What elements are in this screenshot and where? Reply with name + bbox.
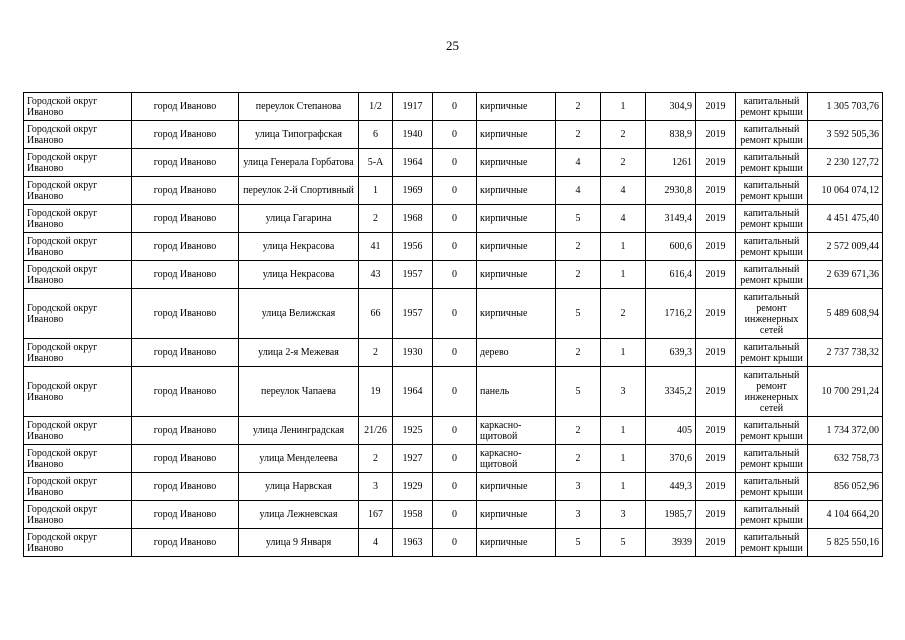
area-cell: 370,6 (646, 445, 696, 473)
floors-cell: 3 (556, 473, 601, 501)
street-cell: переулок Чапаева (239, 367, 359, 417)
district-cell: Городской округ Иваново (24, 473, 132, 501)
district-cell: Городской округ Иваново (24, 205, 132, 233)
floors-cell: 5 (556, 205, 601, 233)
work-type-cell: капитальный ремонт крыши (736, 261, 808, 289)
work-type-cell: капитальный ремонт крыши (736, 501, 808, 529)
table-row (24, 205, 883, 233)
work-type-cell: капитальный ремонт крыши (736, 177, 808, 205)
work-type-cell: капитальный ремонт крыши (736, 473, 808, 501)
work-type-cell: капитальный ремонт крыши (736, 417, 808, 445)
build-year-cell: 1930 (393, 339, 433, 367)
street-cell: улица 2-я Межевая (239, 339, 359, 367)
street-cell: улица Менделеева (239, 445, 359, 473)
plan-year-cell: 2019 (696, 339, 736, 367)
street-cell: улица Велижская (239, 289, 359, 339)
area-cell: 3345,2 (646, 367, 696, 417)
area-cell: 616,4 (646, 261, 696, 289)
table-row (24, 367, 883, 417)
district-cell: Городской округ Иваново (24, 445, 132, 473)
wall-material-cell: кирпичные (477, 289, 556, 339)
zero-cell: 0 (433, 205, 477, 233)
table-row (24, 339, 883, 367)
house-number-cell: 21/26 (359, 417, 393, 445)
street-cell: улица 9 Января (239, 529, 359, 557)
city-cell: город Иваново (132, 529, 239, 557)
wall-material-cell: кирпичные (477, 501, 556, 529)
city-cell: город Иваново (132, 261, 239, 289)
house-number-cell: 6 (359, 121, 393, 149)
district-cell: Городской округ Иваново (24, 177, 132, 205)
work-type-cell: капитальный ремонт крыши (736, 445, 808, 473)
area-cell: 838,9 (646, 121, 696, 149)
work-type-cell: капитальный ремонт крыши (736, 339, 808, 367)
work-type-cell: капитальный ремонт инженерных сетей (736, 367, 808, 417)
area-cell: 405 (646, 417, 696, 445)
plan-year-cell: 2019 (696, 529, 736, 557)
floors-cell: 2 (556, 339, 601, 367)
zero-cell: 0 (433, 149, 477, 177)
house-number-cell: 2 (359, 445, 393, 473)
cost-cell: 5 825 550,16 (808, 529, 883, 557)
work-type-cell: капитальный ремонт крыши (736, 233, 808, 261)
entrances-cell: 1 (601, 473, 646, 501)
build-year-cell: 1968 (393, 205, 433, 233)
entrances-cell: 1 (601, 339, 646, 367)
street-cell: улица Генерала Горбатова (239, 149, 359, 177)
zero-cell: 0 (433, 289, 477, 339)
city-cell: город Иваново (132, 501, 239, 529)
city-cell: город Иваново (132, 445, 239, 473)
work-type-cell: капитальный ремонт инженерных сетей (736, 289, 808, 339)
street-cell: улица Некрасова (239, 261, 359, 289)
cost-cell: 2 572 009,44 (808, 233, 883, 261)
wall-material-cell: каркасно-щитовой (477, 417, 556, 445)
wall-material-cell: кирпичные (477, 93, 556, 121)
street-cell: переулок 2-й Спортивный (239, 177, 359, 205)
entrances-cell: 4 (601, 205, 646, 233)
area-cell: 1716,2 (646, 289, 696, 339)
street-cell: улица Ленинградская (239, 417, 359, 445)
district-cell: Городской округ Иваново (24, 121, 132, 149)
house-number-cell: 2 (359, 339, 393, 367)
street-cell: улица Гагарина (239, 205, 359, 233)
house-number-cell: 167 (359, 501, 393, 529)
wall-material-cell: кирпичные (477, 149, 556, 177)
entrances-cell: 1 (601, 261, 646, 289)
wall-material-cell: кирпичные (477, 473, 556, 501)
house-number-cell: 1 (359, 177, 393, 205)
district-cell: Городской округ Иваново (24, 233, 132, 261)
street-cell: улица Нарвская (239, 473, 359, 501)
cost-cell: 4 104 664,20 (808, 501, 883, 529)
zero-cell: 0 (433, 93, 477, 121)
cost-cell: 3 592 505,36 (808, 121, 883, 149)
work-type-cell: капитальный ремонт крыши (736, 149, 808, 177)
zero-cell: 0 (433, 261, 477, 289)
floors-cell: 2 (556, 93, 601, 121)
work-type-cell: капитальный ремонт крыши (736, 121, 808, 149)
area-cell: 1985,7 (646, 501, 696, 529)
entrances-cell: 2 (601, 289, 646, 339)
zero-cell: 0 (433, 417, 477, 445)
house-number-cell: 3 (359, 473, 393, 501)
build-year-cell: 1958 (393, 501, 433, 529)
city-cell: город Иваново (132, 205, 239, 233)
build-year-cell: 1969 (393, 177, 433, 205)
district-cell: Городской округ Иваново (24, 417, 132, 445)
build-year-cell: 1957 (393, 289, 433, 339)
cost-cell: 632 758,73 (808, 445, 883, 473)
district-cell: Городской округ Иваново (24, 529, 132, 557)
cost-cell: 10 700 291,24 (808, 367, 883, 417)
build-year-cell: 1940 (393, 121, 433, 149)
plan-year-cell: 2019 (696, 149, 736, 177)
area-cell: 1261 (646, 149, 696, 177)
city-cell: город Иваново (132, 367, 239, 417)
area-cell: 3149,4 (646, 205, 696, 233)
floors-cell: 4 (556, 149, 601, 177)
cost-cell: 1 734 372,00 (808, 417, 883, 445)
table-row (24, 529, 883, 557)
street-cell: улица Типографская (239, 121, 359, 149)
house-number-cell: 5-А (359, 149, 393, 177)
plan-year-cell: 2019 (696, 121, 736, 149)
table-row (24, 417, 883, 445)
zero-cell: 0 (433, 233, 477, 261)
house-number-cell: 66 (359, 289, 393, 339)
floors-cell: 2 (556, 233, 601, 261)
wall-material-cell: кирпичные (477, 261, 556, 289)
zero-cell: 0 (433, 529, 477, 557)
district-cell: Городской округ Иваново (24, 339, 132, 367)
floors-cell: 5 (556, 529, 601, 557)
plan-year-cell: 2019 (696, 289, 736, 339)
build-year-cell: 1917 (393, 93, 433, 121)
build-year-cell: 1964 (393, 367, 433, 417)
work-type-cell: капитальный ремонт крыши (736, 529, 808, 557)
entrances-cell: 1 (601, 93, 646, 121)
house-number-cell: 2 (359, 205, 393, 233)
cost-cell: 856 052,96 (808, 473, 883, 501)
city-cell: город Иваново (132, 93, 239, 121)
district-cell: Городской округ Иваново (24, 93, 132, 121)
cost-cell: 1 305 703,76 (808, 93, 883, 121)
entrances-cell: 2 (601, 121, 646, 149)
table-row (24, 501, 883, 529)
zero-cell: 0 (433, 339, 477, 367)
table-row (24, 261, 883, 289)
wall-material-cell: кирпичные (477, 177, 556, 205)
entrances-cell: 2 (601, 149, 646, 177)
house-number-cell: 41 (359, 233, 393, 261)
zero-cell: 0 (433, 473, 477, 501)
street-cell: улица Некрасова (239, 233, 359, 261)
entrances-cell: 3 (601, 501, 646, 529)
cost-cell: 4 451 475,40 (808, 205, 883, 233)
floors-cell: 2 (556, 417, 601, 445)
wall-material-cell: кирпичные (477, 233, 556, 261)
city-cell: город Иваново (132, 149, 239, 177)
plan-year-cell: 2019 (696, 261, 736, 289)
plan-year-cell: 2019 (696, 177, 736, 205)
work-type-cell: капитальный ремонт крыши (736, 93, 808, 121)
entrances-cell: 1 (601, 417, 646, 445)
wall-material-cell: кирпичные (477, 121, 556, 149)
district-cell: Городской округ Иваново (24, 367, 132, 417)
plan-year-cell: 2019 (696, 233, 736, 261)
floors-cell: 5 (556, 289, 601, 339)
district-cell: Городской округ Иваново (24, 289, 132, 339)
table-row (24, 473, 883, 501)
cost-cell: 10 064 074,12 (808, 177, 883, 205)
street-cell: переулок Степанова (239, 93, 359, 121)
entrances-cell: 1 (601, 233, 646, 261)
cost-cell: 2 230 127,72 (808, 149, 883, 177)
district-cell: Городской округ Иваново (24, 149, 132, 177)
wall-material-cell: каркасно-щитовой (477, 445, 556, 473)
floors-cell: 2 (556, 121, 601, 149)
wall-material-cell: кирпичные (477, 205, 556, 233)
plan-year-cell: 2019 (696, 473, 736, 501)
table-row (24, 233, 883, 261)
entrances-cell: 4 (601, 177, 646, 205)
table-body (24, 93, 883, 557)
build-year-cell: 1963 (393, 529, 433, 557)
cost-cell: 2 737 738,32 (808, 339, 883, 367)
build-year-cell: 1964 (393, 149, 433, 177)
house-number-cell: 4 (359, 529, 393, 557)
page-number: 25 (446, 38, 459, 53)
build-year-cell: 1925 (393, 417, 433, 445)
area-cell: 449,3 (646, 473, 696, 501)
district-cell: Городской округ Иваново (24, 261, 132, 289)
plan-year-cell: 2019 (696, 367, 736, 417)
build-year-cell: 1927 (393, 445, 433, 473)
area-cell: 600,6 (646, 233, 696, 261)
city-cell: город Иваново (132, 289, 239, 339)
floors-cell: 4 (556, 177, 601, 205)
cost-cell: 2 639 671,36 (808, 261, 883, 289)
wall-material-cell: панель (477, 367, 556, 417)
house-number-cell: 19 (359, 367, 393, 417)
zero-cell: 0 (433, 121, 477, 149)
plan-year-cell: 2019 (696, 93, 736, 121)
entrances-cell: 3 (601, 367, 646, 417)
zero-cell: 0 (433, 445, 477, 473)
table-row (24, 121, 883, 149)
floors-cell: 2 (556, 261, 601, 289)
floors-cell: 2 (556, 445, 601, 473)
floors-cell: 5 (556, 367, 601, 417)
plan-year-cell: 2019 (696, 445, 736, 473)
city-cell: город Иваново (132, 233, 239, 261)
area-cell: 3939 (646, 529, 696, 557)
zero-cell: 0 (433, 177, 477, 205)
table-row (24, 149, 883, 177)
entrances-cell: 5 (601, 529, 646, 557)
area-cell: 2930,8 (646, 177, 696, 205)
city-cell: город Иваново (132, 121, 239, 149)
floors-cell: 3 (556, 501, 601, 529)
build-year-cell: 1957 (393, 261, 433, 289)
table-row (24, 93, 883, 121)
street-cell: улица Лежневская (239, 501, 359, 529)
area-cell: 304,9 (646, 93, 696, 121)
district-cell: Городской округ Иваново (24, 501, 132, 529)
house-number-cell: 1/2 (359, 93, 393, 121)
work-type-cell: капитальный ремонт крыши (736, 205, 808, 233)
city-cell: город Иваново (132, 473, 239, 501)
wall-material-cell: дерево (477, 339, 556, 367)
city-cell: город Иваново (132, 339, 239, 367)
plan-year-cell: 2019 (696, 501, 736, 529)
table-row (24, 177, 883, 205)
zero-cell: 0 (433, 367, 477, 417)
plan-year-cell: 2019 (696, 205, 736, 233)
plan-year-cell: 2019 (696, 417, 736, 445)
build-year-cell: 1956 (393, 233, 433, 261)
build-year-cell: 1929 (393, 473, 433, 501)
wall-material-cell: кирпичные (477, 529, 556, 557)
housing-repair-table (23, 92, 883, 557)
cost-cell: 5 489 608,94 (808, 289, 883, 339)
entrances-cell: 1 (601, 445, 646, 473)
city-cell: город Иваново (132, 417, 239, 445)
house-number-cell: 43 (359, 261, 393, 289)
area-cell: 639,3 (646, 339, 696, 367)
city-cell: город Иваново (132, 177, 239, 205)
table-row (24, 445, 883, 473)
zero-cell: 0 (433, 501, 477, 529)
table-row (24, 289, 883, 339)
